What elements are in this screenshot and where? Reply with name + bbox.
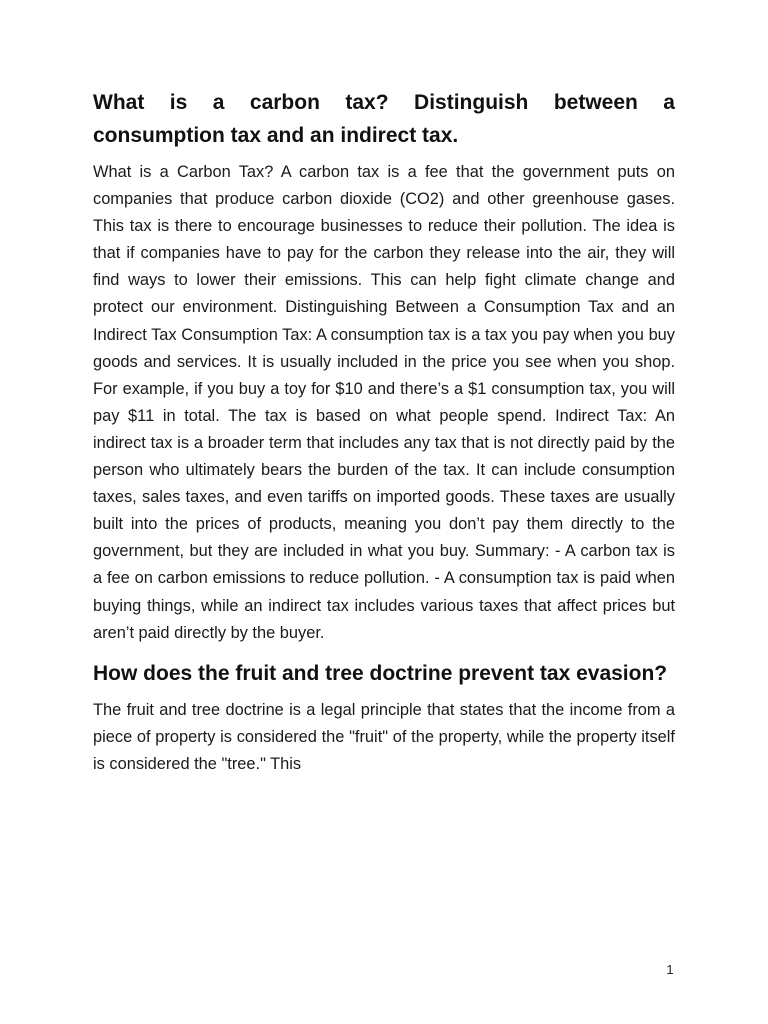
document-page [93, 86, 675, 788]
page-number: 1 [666, 962, 674, 977]
section-heading-fruit-tree-doctrine: How does the fruit and tree doctrine prevent tax evasion? [93, 661, 668, 685]
section-body-fruit-tree-doctrine: The fruit and tree doctrine is a legal principle that states that the income from a piece of property is considered the "fruit" of the property, while the property itself is considered the "tree." This [93, 700, 675, 773]
section-heading-carbon-tax: What is a carbon tax? Distinguish between a consumption tax and an indirect tax. [93, 91, 675, 147]
section-body-carbon-tax: What is a Carbon Tax? A carbon tax is a fee that the government puts on companies that produce carbon dioxide (CO2) and other greenhouse gases. This tax is there to encourage businesses to reduce their pollution. The idea is that if companies have to pay for the carbon they release into the air, they will find ways to lower their emissions. This can help fight climate change and protect our environment. Distinguishing Between a Consumption Tax and an Indirect Tax Consumption Tax: A consumption tax is a tax you pay when you buy goods and services. It is usually included in the price you see when you shop. For example, if you buy a toy for $10 and there’s a $1 consumption tax, you will pay $11 in total. The tax is based on what people spend. Indirect Tax: An indirect tax is a broader term that includes any tax that is not directly paid by the person who ultimately bears the burden of the tax. It can include consumption taxes, sales taxes, and even tariffs on imported goods. These taxes are usually built into the prices of products, meaning you don’t pay them directly to the government, but they are included in what you buy. Summary: - A carbon tax is a fee on carbon emissions to reduce pollution. - A consumption tax is paid when buying things, while an indirect tax includes various taxes that affect prices but aren’t paid directly by the buyer. [93, 163, 675, 642]
